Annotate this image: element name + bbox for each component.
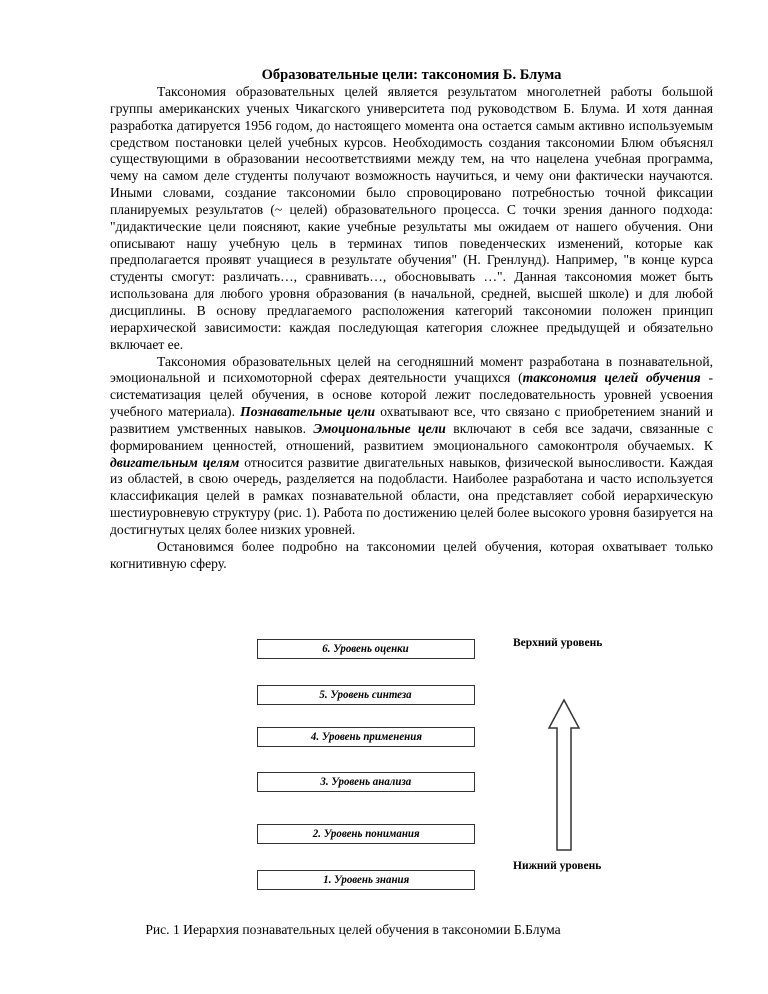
level-label-1: 1. Уровень знания [323,874,409,886]
paragraph-focus: Остановимся более подробно на таксономии целей обучения, которая охватывает только когнитивную сферу. [110,538,713,571]
bottom-level-label: Нижний уровень [513,860,602,872]
level-box-6 [257,639,475,659]
document-title: Образовательные цели: таксономия Б. Блума [261,67,562,83]
text-segment: - систематизация целей обучения, в основе которой лежит последовательность уровней усвоения учебного материала). [110,370,713,420]
level-label-2: 2. Уровень понимания [312,828,420,840]
figure-caption: Рис. 1 Иерархия познавательных целей обучения в таксономии Б.Блума [145,922,561,937]
text-segment: относится развитие двигательных навыков, физической выносливости. Каждая из областей, в свою очередь, разделяется на подобласти. Наиболее разработана и часто используется классификация целей в рамках познавательной области, она представляет собой иерархическую шестиуровневую структуру (рис. 1). Работа по достижению целей более высокого уровня базируется на достигнутых целях более низких уровней. [110,454,714,537]
top-level-label: Верхний уровень [513,637,603,649]
term-cognitive-goals: Познавательные цели [240,404,376,420]
term-learning-goals-taxonomy: таксономия целей обучения [522,370,701,386]
level-box-3 [257,772,475,792]
level-label-5: 5. Уровень синтеза [319,689,413,701]
level-label-4: 4. Уровень применения [310,731,422,743]
paragraph-intro: Таксономия образовательных целей является результатом многолетней работы большой группы американских ученых Чикагского университета под руководством Б. Блума. И хотя данная разработка датируется 1956 годом, до настоящего момента она остается самым активно используемым средством постановки целей учебных курсов. Необходимость создания таксономии Блюм объяснял существующими в образовании несоответствиями между тем, на что нацелена учебная программа, чему на самом деле студенты получают возможность научиться, и чему они фактически научаются. Иными словами, создание таксономии было спровоцировано потребностью точной фиксации планируемых результатов (~ целей) образовательного процесса. С точки зрения данного подхода: "дидактические цели поясняют, какие учебные результаты мы ожидаем от нашего обучения. Они описывают нашу учебную цель в терминах типов поведенческих изменений, которые как предполагается проявят учащиеся в результате обучения" (Н. Гренлунд). Например, "в конце курса студенты смогут: различать…, сравнивать…, обосновывать …". Данная таксономия может быть использована для любого уровня образования (в начальной, средней, высшей школе) и для любой дисциплины. В основу предлагаемого расположения категорий таксономии положен принцип иерархической зависимости: каждая последующая категория сложнее предыдущей и обязательно включает ее. [110,84,713,352]
term-emotional-goals: Эмоциональные цели [313,420,446,436]
document-body [110,66,713,572]
term-motor-goals: двигательным целям [110,454,240,470]
up-arrow-icon [547,698,581,852]
level-label-3: 3. Уровень анализа [320,776,412,788]
level-box-2 [257,824,475,844]
text-segment: Таксономия образовательных целей на сегодняшний момент разработана в познавательной, эмоциональной и психомоторной сферах деятельности учащихся ( [110,353,713,386]
level-label-6: 6. Уровень оценки [322,643,410,655]
level-box-5 [257,685,475,705]
level-box-4 [257,727,475,747]
paragraph-domains [110,354,713,539]
text-segment: охватывают все, что связано с приобретением знаний и развитием умственных навыков. [110,404,713,436]
level-box-1 [257,870,475,890]
text-segment: включают в себя все задачи, связанные с формированием ценностей, отношений, развитием эмоционального самоконтроля обучаемых. К [110,420,714,453]
